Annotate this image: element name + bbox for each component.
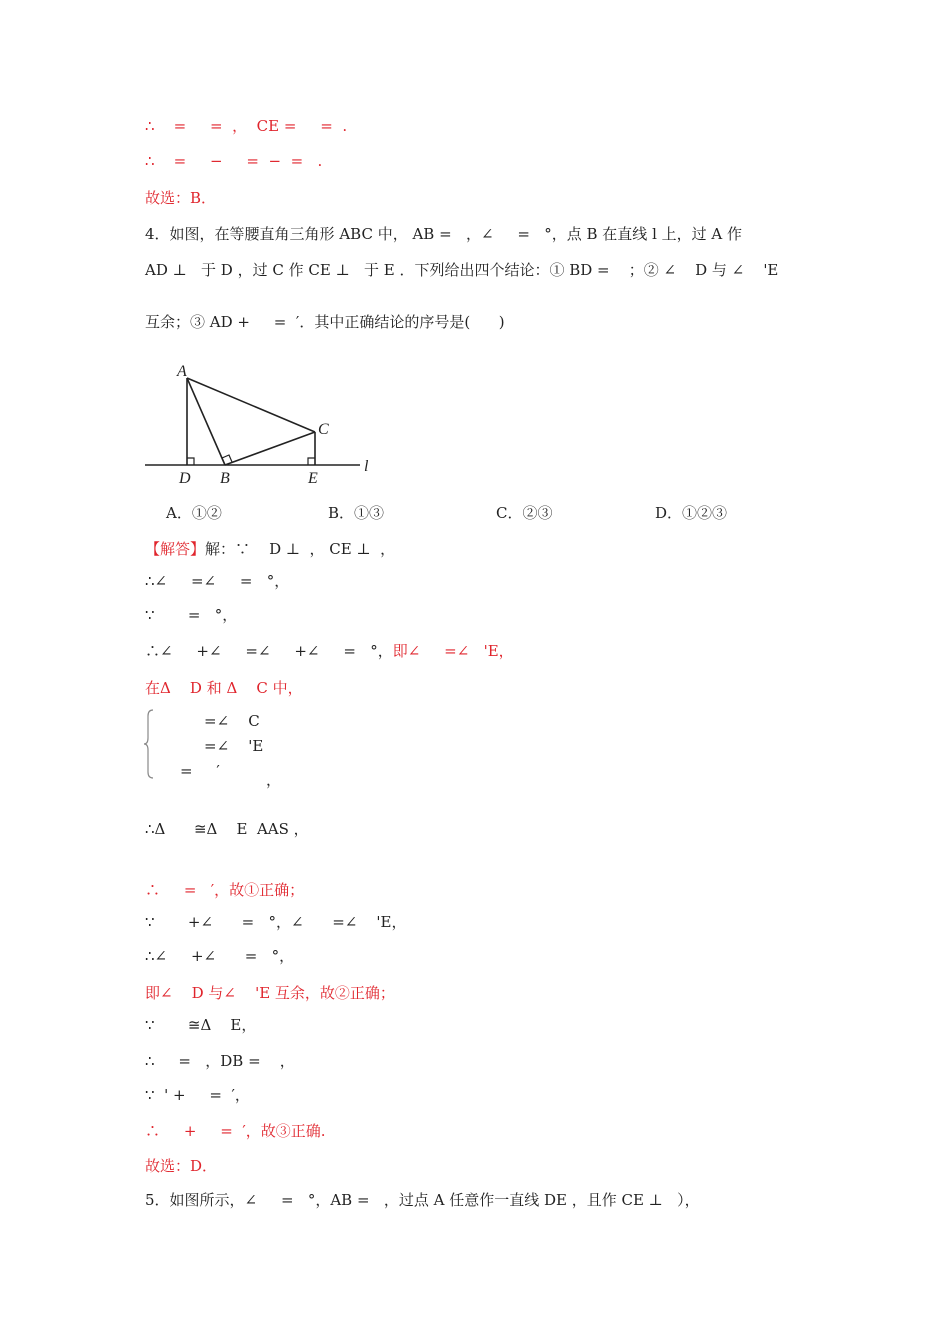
brace-end: ， — [266, 771, 282, 789]
label-l: l — [364, 458, 369, 475]
option-d[interactable]: D．①②③ — [655, 504, 728, 522]
question-4-line-1: 4．如图，在等腰直角三角形 ABC 中， AB = ，∠ = °，点 B 在直线 l 上，过 A 作 — [145, 225, 742, 243]
solution-step-14: ∴ + = ′，故③正确. — [145, 1122, 326, 1140]
solution-step-6: ∴Δ ≅Δ E AAS ， — [145, 820, 309, 838]
solution-step-9: ∴∠ +∠ = °， — [145, 947, 295, 965]
solution-step-2: ∴∠ =∠ = °， — [145, 572, 290, 590]
solution-step-4-result: 即∠ =∠ 'E， — [392, 642, 514, 660]
answer-given: 解：∵ D ⊥ ， CE ⊥ ， — [205, 540, 396, 558]
solution-step-4-eq: ∴∠ +∠ =∠ +∠ = °， — [145, 642, 393, 660]
solution-intro — [145, 539, 395, 559]
label-e: E — [308, 470, 318, 487]
question-4-line-2: AD ⊥ 于 D ，过 C 作 CE ⊥ 于 E ．下列给出四个结论：① BD = ；② ∠ D 与 ∠ 'E — [145, 261, 779, 279]
answer-label: 【解答】 — [145, 540, 206, 558]
line-answer-b: 故选：B． — [145, 189, 217, 207]
solution-step-4 — [145, 641, 514, 661]
brace-line-2: =∠ 'E — [204, 737, 264, 755]
line-therefore-ce: ∴ = = ， CE = = . — [145, 117, 348, 135]
question-4-line-3: 互余；③ AD + = ′．其中正确结论的序号是( ) — [145, 313, 505, 331]
right-angle-d — [187, 458, 194, 465]
solution-step-10: 即∠ D 与∠ 'E 互余，故②正确； — [145, 984, 395, 1002]
solution-step-12: ∴ = ，DB = ， — [145, 1052, 295, 1070]
triangle-figure — [140, 360, 380, 490]
segment-bc — [225, 432, 315, 465]
solution-step-7: ∴ = ′，故①正确； — [145, 881, 305, 899]
solution-step-3: ∵ = °， — [145, 606, 238, 624]
label-c: C — [318, 421, 329, 438]
option-a[interactable]: A．①② — [166, 504, 222, 522]
solution-step-5: 在Δ D 和 Δ C 中， — [145, 679, 303, 697]
right-angle-e — [308, 458, 315, 465]
brace-icon — [143, 708, 157, 780]
question-5: 5．如图所示，∠ = °，AB = ，过点 A 任意作一直线 DE ，且作 CE ⊥ ）， — [145, 1191, 700, 1209]
line-therefore-diff: ∴ = − = − = . — [145, 152, 323, 170]
label-b: B — [220, 470, 230, 487]
label-a: A — [177, 363, 187, 380]
solution-step-11: ∵ ≅Δ E， — [145, 1016, 257, 1034]
label-d: D — [179, 470, 191, 487]
option-b[interactable]: B．①③ — [328, 504, 385, 522]
solution-step-8: ∵ +∠ = °，∠ =∠ 'E， — [145, 913, 407, 931]
solution-step-13: ∵ ' + = ′， — [145, 1086, 250, 1104]
option-c[interactable]: C．②③ — [496, 504, 553, 522]
solution-final-answer: 故选：D． — [145, 1157, 218, 1175]
brace-line-1: =∠ C — [204, 712, 260, 730]
brace-line-3: = ′ — [180, 762, 220, 780]
